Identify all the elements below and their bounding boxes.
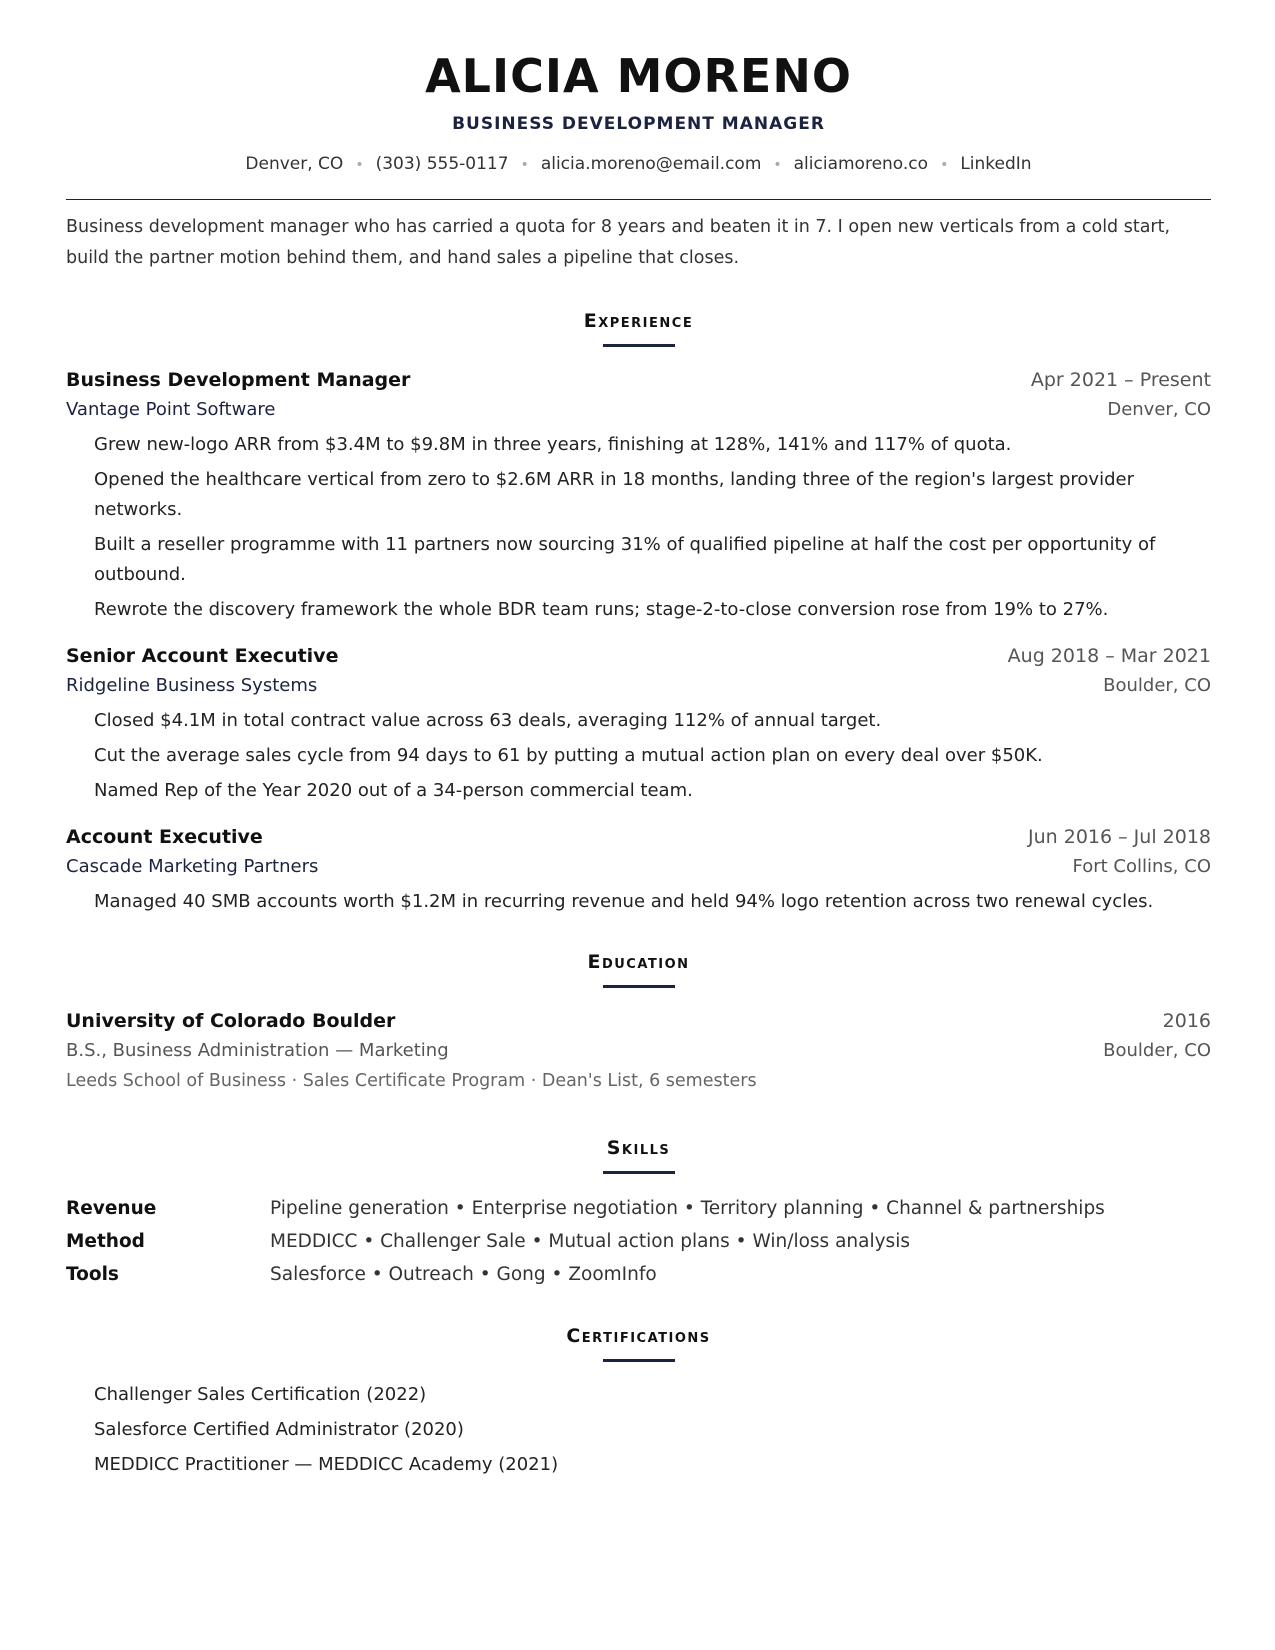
job-company: Cascade Marketing Partners xyxy=(66,856,319,877)
education-degree: B.S., Business Administration — Marketing xyxy=(66,1040,449,1061)
job-bullet: Cut the average sales cycle from 94 days to 61 by putting a mutual action plan on every deal over $50K. xyxy=(94,745,1043,766)
job-bullet: Closed $4.1M in total contract value across 63 deals, averaging 112% of annual target. xyxy=(94,710,882,731)
job-dates: Aug 2018 – Mar 2021 xyxy=(1007,645,1211,667)
job-dates: Jun 2016 – Jul 2018 xyxy=(1028,826,1211,848)
education-year: 2016 xyxy=(1162,1010,1211,1032)
skills-section xyxy=(66,1137,1211,1285)
skills-category: Revenue xyxy=(66,1198,157,1219)
contact-separator: • xyxy=(520,157,529,173)
skills-items: Salesforce • Outreach • Gong • ZoomInfo xyxy=(270,1264,657,1285)
certification-item: MEDDICC Practitioner — MEDDICC Academy (2021) xyxy=(94,1454,559,1475)
education-details: Leeds School of Business · Sales Certificate Program · Dean's List, 6 semesters xyxy=(66,1071,757,1091)
job-entry xyxy=(66,826,1211,917)
job-bullet: Named Rep of the Year 2020 out of a 34-person commercial team. xyxy=(94,780,693,801)
job-bullets xyxy=(66,430,1211,625)
contact-separator: • xyxy=(773,157,782,173)
education-location: Boulder, CO xyxy=(1103,1040,1211,1061)
job-bullet: Grew new-logo ARR from $3.4M to $9.8M in three years, finishing at 128%, 141% and 117% of quota. xyxy=(94,434,1012,455)
contact-separator: • xyxy=(355,157,364,173)
skills-row xyxy=(66,1198,1211,1219)
job-bullet: Managed 40 SMB accounts worth $1.2M in recurring revenue and held 94% logo retention across two renewal cycles. xyxy=(94,891,1154,912)
section-title-certifications: Certifications xyxy=(566,1325,711,1347)
contact-email[interactable]: alicia.moreno@email.com xyxy=(540,154,762,174)
job-bullets xyxy=(66,706,1211,806)
summary-text: Business development manager who has carried a quota for 8 years and beaten it in 7. I open new verticals from a cold start, build the partner motion behind them, and hand sales a pipeline that closes. xyxy=(66,217,1171,268)
skills-list xyxy=(66,1198,1211,1285)
skills-row xyxy=(66,1264,1211,1285)
skills-row xyxy=(66,1231,1211,1252)
job-dates: Apr 2021 – Present xyxy=(1030,369,1211,391)
job-location: Denver, CO xyxy=(1107,399,1211,420)
job-entry xyxy=(66,369,1211,625)
job-role: Senior Account Executive xyxy=(66,645,339,667)
education-entry xyxy=(66,1010,1211,1091)
resume-page xyxy=(66,0,1211,1485)
section-title-education: Education xyxy=(587,951,690,973)
header-divider xyxy=(66,199,1211,200)
certifications-section xyxy=(66,1325,1211,1480)
job-role: Account Executive xyxy=(66,826,263,848)
section-underline xyxy=(603,985,675,988)
skills-category: Method xyxy=(66,1231,145,1252)
job-role: Business Development Manager xyxy=(66,369,411,391)
contact-linkedin[interactable]: LinkedIn xyxy=(960,154,1032,174)
job-location: Boulder, CO xyxy=(1103,675,1211,696)
section-underline xyxy=(603,1171,675,1174)
contact-website[interactable]: aliciamoreno.co xyxy=(793,154,929,174)
section-title-skills: Skills xyxy=(606,1137,671,1159)
contact-phone: (303) 555-0117 xyxy=(375,154,509,174)
experience-section xyxy=(66,310,1211,917)
certifications-list xyxy=(66,1380,1211,1480)
certification-item: Challenger Sales Certification (2022) xyxy=(94,1384,427,1405)
candidate-name: ALICIA MORENO xyxy=(425,49,852,103)
job-bullets xyxy=(66,887,1211,917)
education-school: University of Colorado Boulder xyxy=(66,1010,396,1032)
job-entry xyxy=(66,645,1211,806)
skills-items: MEDDICC • Challenger Sale • Mutual action plans • Win/loss analysis xyxy=(270,1231,910,1252)
section-title-experience: Experience xyxy=(583,310,694,332)
skills-items: Pipeline generation • Enterprise negotiation • Territory planning • Channel & partnerships xyxy=(270,1198,1105,1219)
certification-item: Salesforce Certified Administrator (2020) xyxy=(94,1419,464,1440)
job-company: Ridgeline Business Systems xyxy=(66,675,318,696)
job-bullet: Opened the healthcare vertical from zero to $2.6M ARR in 18 months, landing three of the region's largest provider networks. xyxy=(94,469,1134,520)
candidate-title: BUSINESS DEVELOPMENT MANAGER xyxy=(452,114,825,134)
education-section xyxy=(66,951,1211,1091)
contact-location: Denver, CO xyxy=(245,154,344,174)
job-location: Fort Collins, CO xyxy=(1072,856,1211,877)
job-bullet: Rewrote the discovery framework the whole BDR team runs; stage-2-to-close conversion rose from 19% to 27%. xyxy=(94,599,1109,620)
job-bullet: Built a reseller programme with 11 partners now sourcing 31% of qualified pipeline at half the cost per opportunity of outbound. xyxy=(94,534,1156,585)
contact-separator: • xyxy=(940,157,949,173)
skills-category: Tools xyxy=(66,1264,119,1285)
section-underline xyxy=(603,344,675,347)
section-underline xyxy=(603,1359,675,1362)
job-company: Vantage Point Software xyxy=(66,399,276,420)
contact-line xyxy=(66,154,1211,174)
